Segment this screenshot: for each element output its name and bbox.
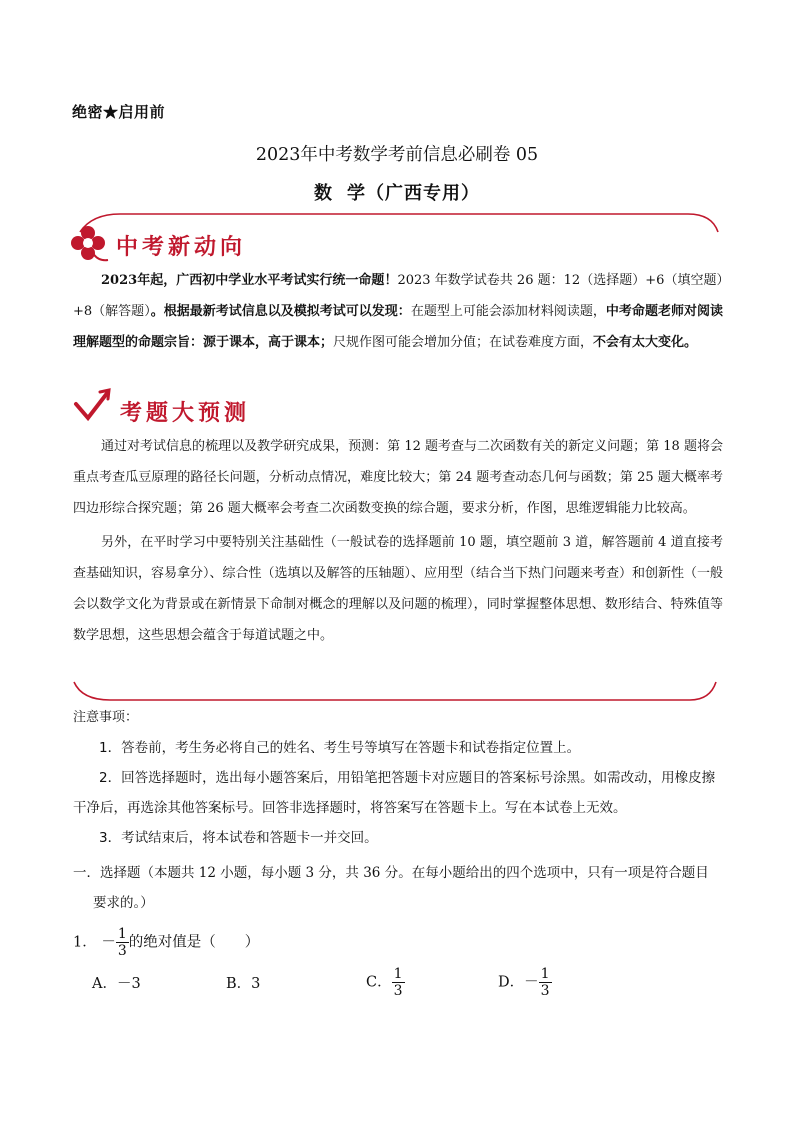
option-a <box>92 972 141 993</box>
option-d-minus: － <box>524 974 539 991</box>
option-a-value: －3 <box>116 976 141 992</box>
checkmark-arrow-icon <box>76 390 109 418</box>
section-title-trends: 中考新动向 <box>116 235 247 260</box>
subject-char-2: 学（广西专用） <box>347 183 480 204</box>
question-text: 的绝对值是（ ） <box>128 934 260 951</box>
option-c <box>366 966 405 999</box>
option-c-fraction <box>392 966 405 999</box>
option-b-label: B． <box>226 976 252 992</box>
question-number: 1． <box>73 934 97 951</box>
notes-heading: 注意事项： <box>73 710 139 725</box>
option-b-value: 3 <box>251 976 261 992</box>
trends-bold-4: 不会有太大变化。 <box>593 335 698 350</box>
option-c-label: C． <box>366 974 392 991</box>
note-item-3: 3．考试结束后，将本试卷和答题卡一并交回。 <box>99 830 378 846</box>
trends-text-3: 尺规作图可能会增加分值；在试卷难度方面， <box>333 335 594 350</box>
option-c-numerator: 1 <box>393 966 403 982</box>
option-d-numerator: 1 <box>540 966 550 982</box>
fraction <box>116 926 129 959</box>
section-title-predictions: 考题大预测 <box>120 401 251 426</box>
clover-icon <box>71 226 108 260</box>
option-c-denominator: 3 <box>393 983 403 999</box>
minus-sign: － <box>101 934 116 951</box>
note-item-2: 2．回答选择题时，选出每小题答案后，用铅笔把答题卡对应题目的答案标号涂黑。如需改动，用橡皮擦干净后，再选涂其他答案标号。回答非选择题时，将答案写在答题卡上。写在本试卷上无效。 <box>73 770 716 816</box>
predictions-paragraph <box>73 431 723 651</box>
exam-title: 2023年中考数学考前信息必刷卷 05 <box>255 145 539 165</box>
note-item-1: 1．答卷前，考生务必将自己的姓名、考生号等填写在答题卡和试卷指定位置上。 <box>99 740 581 756</box>
trends-paragraph <box>73 265 723 358</box>
predictions-text-1: 通过对考试信息的梳理以及教学研究成果，预测：第 12 题考查与二次函数有关的新定义问题；第 18 题将会重点考查瓜豆原理的路径长问题，分析动点情况，难度比较大；第 24 题考查动态几何与函数；第 25 题大概率考四边形综合探究题；第 26 题大概率会考查二次函数变换的综合题，要求分析，作图，思维逻辑能力比较高。 <box>73 439 723 516</box>
subject-char-1: 数 <box>314 183 333 204</box>
option-b <box>226 972 260 993</box>
notes-list <box>73 733 723 853</box>
option-d <box>498 966 552 999</box>
bottom-arc <box>74 682 716 700</box>
choice-section-heading <box>73 858 723 918</box>
option-a-label: A． <box>92 976 117 992</box>
choice-heading-line-2: 要求的。） <box>93 895 154 911</box>
trends-bold-3: 中考命题老师对阅读理解题型的命题宗旨：源于课本，高于课本； <box>73 304 723 350</box>
trends-bold-1: 2023年起，广西初中学业水平考试实行统一命题！ <box>101 273 398 288</box>
confidential-label: 绝密★启用前 <box>72 103 166 121</box>
option-d-label: D． <box>498 974 525 991</box>
fraction-denominator: 3 <box>117 943 127 959</box>
predictions-text-2: 另外，在平时学习中要特别关注基础性（一般试卷的选择题前 10 题，填空题前 3 道，解答题前 4 道直接考查基础知识，容易拿分）、综合性（选填以及解答的压轴题）、应用型（结合当下热门问题来考查）和创新性（一般会以数学文化为背景或在新情景下命制对概念的理解以及问题的梳理），同时掌握整体思想、数形结合、特殊值等数学思想，这些思想会蕴含于每道试题之中。 <box>73 535 724 643</box>
trends-bold-2: 。根据最新考试信息以及模拟考试可以发现： <box>150 304 411 319</box>
option-d-denominator: 3 <box>540 983 550 999</box>
trends-text-2: 在题型上可能会添加材料阅读题， <box>410 304 606 319</box>
question-1 <box>73 926 259 959</box>
fraction-numerator: 1 <box>117 926 127 942</box>
choice-heading-line-1: 一．选择题（本题共 12 小题，每小题 3 分，共 36 分。在每小题给出的四个选项中，只有一项是符合题目 <box>73 865 709 881</box>
trends-text-1: 2023 年数学试卷共 26 题：12（选择题）+6（填空题）+8（解答题） <box>73 273 723 319</box>
option-d-fraction <box>539 966 552 999</box>
